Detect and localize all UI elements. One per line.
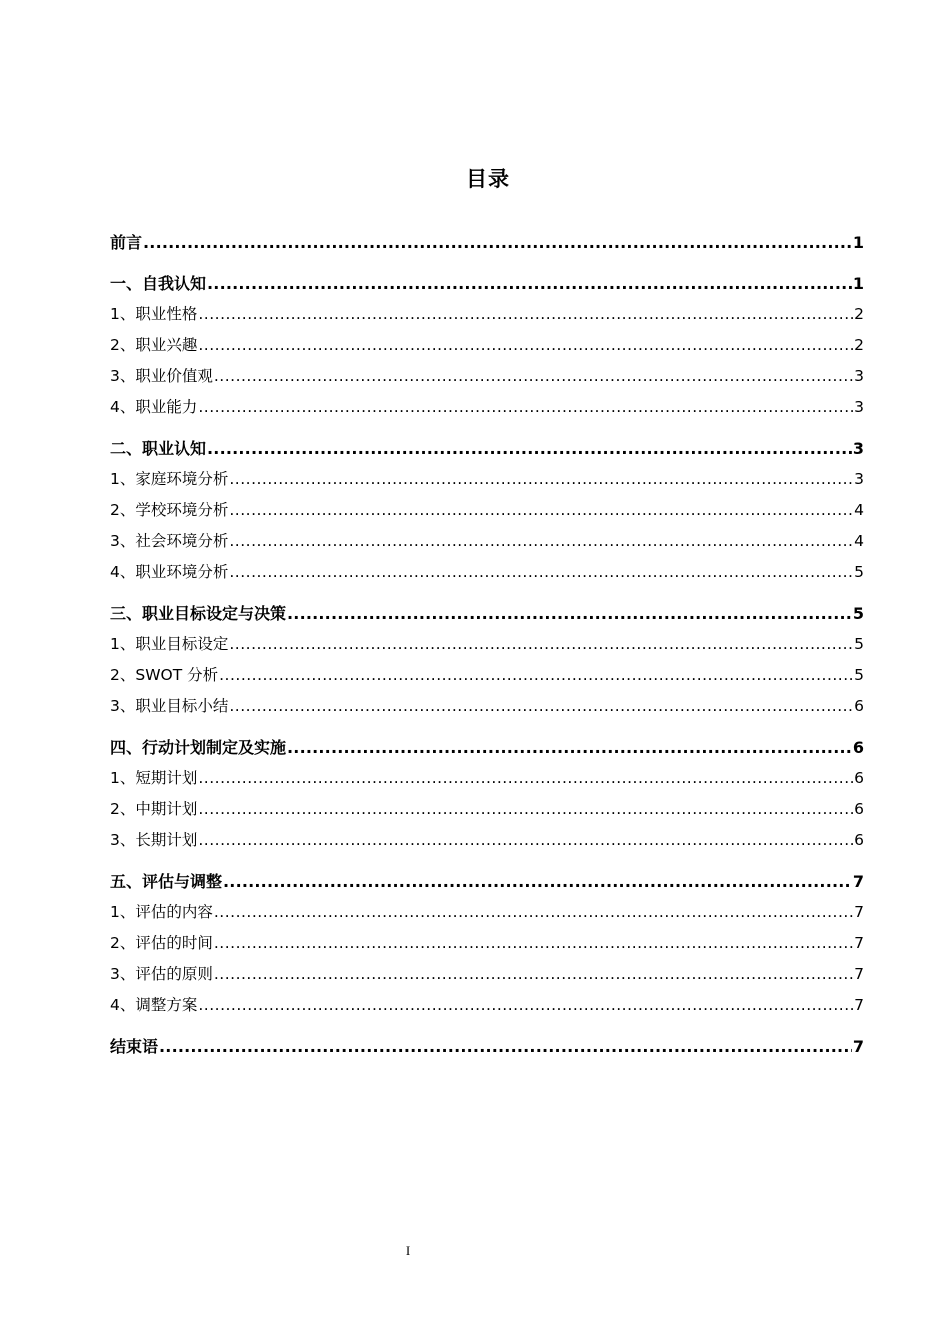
toc-entry-page: 3 [854,398,864,416]
toc-entry-label: 一、自我认知 [110,274,207,293]
toc-entry-page: 6 [854,800,864,818]
toc-dot-leader [198,330,853,361]
toc-entry-label: 3、评估的原则 [110,965,213,983]
toc-entry-label: 4、职业环境分析 [110,563,229,581]
toc-dot-leader [198,990,853,1021]
toc-entry-page: 3 [854,470,864,488]
toc-entry-page: 7 [854,903,864,921]
toc-dot-leader [229,495,853,526]
toc-entry[interactable] [110,330,864,361]
toc-entry-page: 1 [852,274,864,293]
toc-entry-label: 1、评估的内容 [110,903,213,921]
toc-dot-leader [229,691,853,722]
toc-entry-label: 2、中期计划 [110,800,198,818]
table-of-contents [110,227,864,1062]
toc-entry-label: 2、学校环境分析 [110,501,229,519]
toc-entry-label: 二、职业认知 [110,439,207,458]
toc-entry-label: 2、SWOT 分析 [110,666,219,684]
toc-entry-label: 2、评估的时间 [110,934,213,952]
toc-entry[interactable] [110,825,864,856]
toc-entry-page: 1 [852,233,864,252]
toc-dot-leader [143,227,852,258]
toc-entry-label: 1、短期计划 [110,769,198,787]
toc-dot-leader [214,361,853,392]
toc-entry[interactable] [110,794,864,825]
toc-dot-leader [207,433,852,464]
page-number: I [405,1243,411,1258]
toc-entry-label: 1、职业目标设定 [110,635,229,653]
toc-entry-label: 2、职业兴趣 [110,336,198,354]
toc-entry-label: 3、职业目标小结 [110,697,229,715]
toc-entry[interactable] [110,959,864,990]
toc-dot-leader [198,794,853,825]
toc-dot-leader [214,959,853,990]
toc-dot-leader [223,866,852,897]
toc-entry[interactable] [110,495,864,526]
toc-entry[interactable] [110,361,864,392]
toc-entry-page: 7 [854,934,864,952]
toc-entry[interactable] [110,990,864,1021]
toc-entry[interactable] [110,732,864,763]
toc-entry[interactable] [110,866,864,897]
toc-entry-page: 2 [854,305,864,323]
toc-entry-page: 7 [854,965,864,983]
toc-entry[interactable] [110,763,864,794]
toc-dot-leader [198,825,853,856]
toc-entry[interactable] [110,598,864,629]
toc-entry-page: 7 [854,996,864,1014]
toc-entry[interactable] [110,464,864,495]
toc-dot-leader [229,526,853,557]
toc-entry[interactable] [110,557,864,588]
toc-entry-page: 7 [852,872,864,891]
toc-entry-page: 5 [854,666,864,684]
toc-entry[interactable] [110,691,864,722]
toc-entry-page: 4 [854,501,864,519]
toc-entry[interactable] [110,660,864,691]
toc-entry-label: 前言 [110,233,143,252]
toc-dot-leader [207,268,852,299]
toc-entry-label: 五、评估与调整 [110,872,223,891]
toc-entry-page: 2 [854,336,864,354]
toc-entry[interactable] [110,1031,864,1062]
toc-dot-leader [287,598,852,629]
toc-entry-label: 1、职业性格 [110,305,198,323]
toc-entry-label: 1、家庭环境分析 [110,470,229,488]
toc-dot-leader [198,392,853,423]
toc-entry[interactable] [110,526,864,557]
toc-entry-page: 4 [854,532,864,550]
toc-entry-page: 6 [854,697,864,715]
toc-entry-page: 5 [854,563,864,581]
toc-entry-label: 4、职业能力 [110,398,198,416]
toc-entry-page: 6 [852,738,864,757]
toc-entry-page: 7 [852,1037,864,1056]
toc-entry-label: 3、职业价值观 [110,367,213,385]
toc-dot-leader [229,464,853,495]
toc-entry[interactable] [110,227,864,258]
toc-entry-page: 6 [854,831,864,849]
toc-entry[interactable] [110,629,864,660]
toc-entry-label: 三、职业目标设定与决策 [110,604,287,623]
toc-dot-leader [219,660,853,691]
toc-entry-label: 四、行动计划制定及实施 [110,738,287,757]
toc-dot-leader [287,732,852,763]
page-title: 目录 [466,167,510,191]
toc-entry-page: 5 [854,635,864,653]
toc-entry-label: 结束语 [110,1037,159,1056]
toc-dot-leader [214,897,853,928]
toc-entry-label: 3、社会环境分析 [110,532,229,550]
toc-entry-page: 5 [852,604,864,623]
toc-dot-leader [198,763,853,794]
toc-dot-leader [229,557,853,588]
toc-entry[interactable] [110,299,864,330]
toc-entry[interactable] [110,392,864,423]
toc-entry-label: 3、长期计划 [110,831,198,849]
toc-dot-leader [214,928,853,959]
toc-entry[interactable] [110,433,864,464]
toc-entry[interactable] [110,928,864,959]
toc-dot-leader [229,629,853,660]
toc-dot-leader [159,1031,852,1062]
toc-entry-page: 6 [854,769,864,787]
toc-entry-label: 4、调整方案 [110,996,198,1014]
toc-entry-page: 3 [854,367,864,385]
toc-entry-page: 3 [852,439,864,458]
toc-entry[interactable] [110,268,864,299]
toc-entry[interactable] [110,897,864,928]
toc-dot-leader [198,299,853,330]
